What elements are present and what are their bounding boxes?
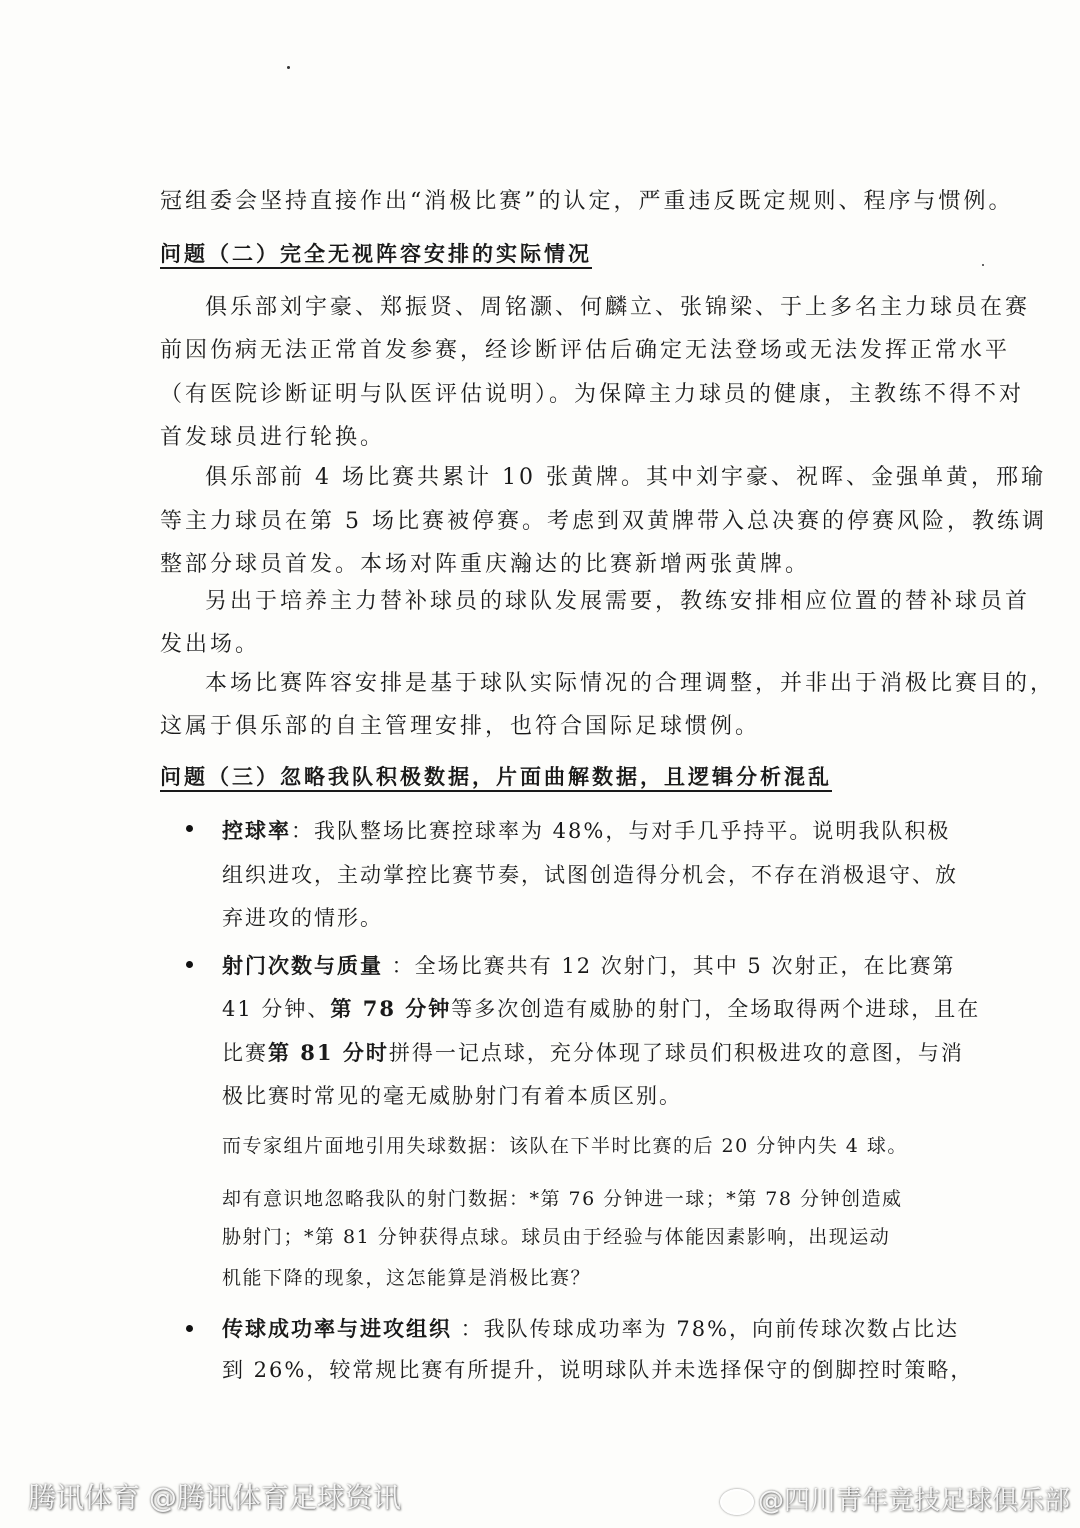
bullet-label: 射门次数与质量 <box>222 953 383 978</box>
bullet-line: 弃进攻的情形。 <box>222 906 383 930</box>
bullet-emphasis: 第 78 分钟 <box>330 996 452 1021</box>
bullet-text: ：全场比赛共有 12 次射门，其中 5 次射正，在比赛第 <box>383 954 956 978</box>
watermark-right-text: @四川青年竞技足球俱乐部 <box>758 1486 1071 1516</box>
scan-speck <box>287 66 290 69</box>
bullet-text: 比赛 <box>222 1041 268 1065</box>
bullet-icon <box>186 961 193 968</box>
bullet-line: 到 26%，较常规比赛有所提升，说明球队并未选择保守的倒脚控时策略， <box>222 1358 974 1382</box>
bullet-line: 极比赛时常见的毫无威胁射门有着本质区别。 <box>222 1084 682 1108</box>
section-heading-3: 问题（三）忽略我队积极数据，片面曲解数据，且逻辑分析混乱 <box>160 764 832 789</box>
paragraph-line: 冠组委会坚持直接作出“消极比赛”的认定，严重违反既定规则、程序与惯例。 <box>160 189 1014 214</box>
watermark-right <box>720 1480 1070 1517</box>
bullet-text: ：我队整场比赛控球率为 48%，与对手几乎持平。说明我队积极 <box>291 819 951 843</box>
bullet-line <box>222 993 980 1023</box>
bullet-line <box>222 950 955 980</box>
paragraph-line: 俱乐部刘宇豪、郑振贤、周铭灏、何麟立、张锦梁、于上多名主力球员在赛 <box>205 295 1031 320</box>
paragraph-line: 另出于培养主力替补球员的球队发展需要，教练安排相应位置的替补球员首 <box>205 589 1031 614</box>
bullet-icon <box>186 1325 193 1332</box>
sub-paragraph-line: 却有意识地忽略我队的射门数据：*第 76 分钟进一球；*第 78 分钟创造威 <box>222 1188 903 1210</box>
bullet-text: ：我队传球成功率为 78%，向前传球次数占比达 <box>452 1317 960 1341</box>
sub-paragraph-line: 胁射门；*第 81 分钟获得点球。球员由于经验与体能因素影响，出现运动 <box>222 1226 891 1248</box>
bullet-line <box>222 1037 964 1067</box>
weibo-icon <box>720 1489 754 1515</box>
bullet-text: 拼得一记点球，充分体现了球员们积极进攻的意图，与消 <box>388 1041 964 1065</box>
paragraph-line: 等主力球员在第 5 场比赛被停赛。考虑到双黄牌带入总决赛的停赛风险，教练调 <box>160 509 1047 534</box>
bullet-icon <box>186 825 193 832</box>
paragraph-line: 本场比赛阵容安排是基于球队实际情况的合理调整，并非出于消极比赛目的， <box>205 671 1056 696</box>
bullet-label: 传球成功率与进攻组织 <box>222 1316 452 1341</box>
paragraph-line: 发出场。 <box>160 632 261 657</box>
bullet-line <box>222 1313 959 1343</box>
bullet-text: 41 分钟、 <box>222 997 331 1021</box>
bullet-text: 等多次创造有威胁的射门，全场取得两个进球，且在 <box>451 997 981 1021</box>
sub-paragraph-line: 机能下降的现象，这怎能算是消极比赛？ <box>222 1267 592 1289</box>
paragraph-line: （有医院诊断证明与队医评估说明）。为保障主力球员的健康，主教练不得不对 <box>160 382 1025 407</box>
paragraph-line: 俱乐部前 4 场比赛共累计 10 张黄牌。其中刘宇豪、祝晖、金强单黄，邢瑜 <box>205 465 1046 490</box>
watermark-left: 腾讯体育 @腾讯体育足球资讯 <box>28 1481 401 1514</box>
paragraph-line: 这属于俱乐部的自主管理安排，也符合国际足球惯例。 <box>160 714 761 739</box>
section-heading-2: 问题（二）完全无视阵容安排的实际情况 <box>160 241 592 266</box>
bullet-label: 控球率 <box>222 818 291 843</box>
paragraph-line: 前因伤病无法正常首发参赛，经诊断评估后确定无法登场或无法发挥正常水平 <box>160 338 1011 363</box>
bullet-line: 组织进攻，主动掌控比赛节奏，试图创造得分机会，不存在消极退守、放 <box>222 863 958 887</box>
sub-paragraph-line: 而专家组片面地引用失球数据：该队在下半时比赛的后 20 分钟内失 4 球。 <box>222 1135 908 1157</box>
paragraph-line: 首发球员进行轮换。 <box>160 425 386 450</box>
bullet-emphasis: 第 81 分时 <box>268 1040 389 1065</box>
paragraph-line: 整部分球员首发。本场对阵重庆瀚达的比赛新增两张黄牌。 <box>160 552 811 577</box>
scan-speck <box>982 264 984 266</box>
bullet-line <box>222 815 950 845</box>
